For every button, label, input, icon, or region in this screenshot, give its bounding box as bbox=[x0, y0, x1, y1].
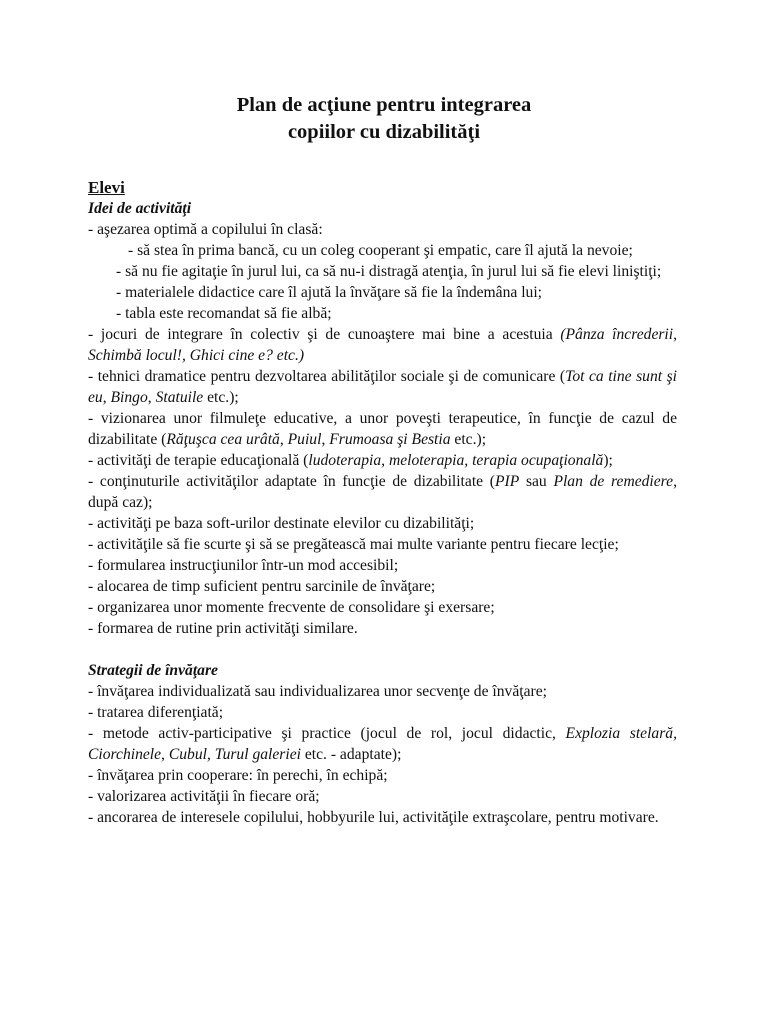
list-item bbox=[88, 366, 677, 408]
item-separator: , bbox=[102, 389, 111, 406]
list-item bbox=[88, 408, 677, 450]
item-text: - conţinuturile activităţilor adaptate în funcţie de dizabilitate ( bbox=[88, 473, 495, 490]
item-examples: ludoterapia, meloterapia, terapia ocupaţională bbox=[308, 452, 604, 469]
document-title bbox=[0, 92, 768, 146]
item-separator: , bbox=[147, 389, 156, 406]
item-examples: Explozia stelară, Ciorchinele, Cubul, Turul galeriei bbox=[88, 725, 677, 763]
item-separator: , bbox=[321, 431, 330, 448]
list-item: - tratarea diferenţiată; bbox=[88, 704, 224, 721]
item-example: Puiul bbox=[287, 431, 322, 448]
list-item: - activităţile să fie scurte şi să se pregătească mai multe variante pentru fiecare lecţie; bbox=[88, 536, 619, 553]
item-text: sau bbox=[519, 473, 554, 490]
list-item bbox=[88, 471, 677, 513]
list-item: - materialele didactice care îl ajută la învăţare să fie la îndemâna lui; bbox=[116, 284, 543, 301]
section-heading: Elevi bbox=[88, 178, 125, 197]
list-item bbox=[88, 450, 677, 471]
list-item bbox=[88, 324, 677, 366]
item-example: Tot ca tine sunt şi eu bbox=[88, 368, 677, 406]
list-item: - ancorarea de interesele copilului, hobbyurile lui, activităţile extraşcolare, pentru motivare. bbox=[88, 809, 659, 826]
item-text: - jocuri de integrare în colectiv şi de cunoaştere mai bine a acestuia bbox=[88, 326, 561, 343]
list-item: - învăţarea individualizată sau individualizarea unor secvenţe de învăţare; bbox=[88, 683, 547, 700]
list-item: - învăţarea prin cooperare: în perechi, în echipă; bbox=[88, 767, 388, 784]
list-item bbox=[88, 723, 677, 765]
item-example: PIP bbox=[494, 473, 520, 490]
item-text: etc. - adaptate); bbox=[300, 746, 402, 763]
item-text: - vizionarea unor filmuleţe educative, a unor poveşti terapeutice, în funcţie de cazul de dizabilitate ( bbox=[88, 410, 677, 448]
list-item: - tabla este recomandat să fie albă; bbox=[116, 305, 332, 322]
document-body bbox=[88, 177, 677, 828]
item-text: etc.); bbox=[450, 431, 487, 448]
list-item: - aşezarea optimă a copilului în clasă: bbox=[88, 221, 323, 238]
list-item: - organizarea unor momente frecvente de consolidare şi exersare; bbox=[88, 599, 495, 616]
list-item: - activităţi pe baza soft-urilor destinate elevilor cu dizabilităţi; bbox=[88, 515, 475, 532]
item-example: Frumoasa şi Bestia bbox=[329, 431, 451, 448]
spacer bbox=[88, 639, 677, 660]
item-text: etc.); bbox=[203, 389, 239, 406]
section-subheading: Idei de activităţi bbox=[88, 200, 192, 217]
title-line-1: Plan de acţiune pentru integrarea bbox=[236, 94, 532, 116]
list-item: - să stea în prima bancă, cu un coleg cooperant şi empatic, care îl ajută la nevoie; bbox=[128, 242, 633, 259]
list-item: - alocarea de timp suficient pentru sarcinile de învăţare; bbox=[88, 578, 436, 595]
item-separator: , bbox=[279, 431, 288, 448]
item-example: Plan de remediere bbox=[553, 473, 674, 490]
strategies-subheading: Strategii de învăţare bbox=[88, 662, 218, 679]
item-example: Bingo bbox=[110, 389, 148, 406]
list-item: - formarea de rutine prin activităţi similare. bbox=[88, 620, 358, 637]
item-example: Statuile bbox=[155, 389, 204, 406]
item-examples: (Pânza încrederii, Schimbă locul!, Ghici cine e? etc.) bbox=[88, 326, 677, 364]
item-text: - tehnici dramatice pentru dezvoltarea abilităţilor sociale şi de comunicare ( bbox=[88, 368, 566, 385]
list-item: - formularea instrucţiunilor într-un mod accesibil; bbox=[88, 557, 399, 574]
item-example: Răţuşca cea urâtă bbox=[166, 431, 280, 448]
item-text: , după caz); bbox=[88, 473, 678, 511]
item-text: ); bbox=[603, 452, 613, 469]
list-item: - să nu fie agitaţie în jurul lui, ca să nu-i distragă atenţia, în jurul lui să fie elevi liniştiţi; bbox=[116, 263, 662, 280]
item-text: - activităţi de terapie educaţională ( bbox=[88, 452, 309, 469]
item-text: - metode activ-participative şi practice (jocul de rol, jocul didactic, bbox=[88, 725, 566, 742]
list-item: - valorizarea activităţii în fiecare oră; bbox=[88, 788, 320, 805]
title-line-2: copiilor cu dizabilităţi bbox=[287, 121, 481, 143]
